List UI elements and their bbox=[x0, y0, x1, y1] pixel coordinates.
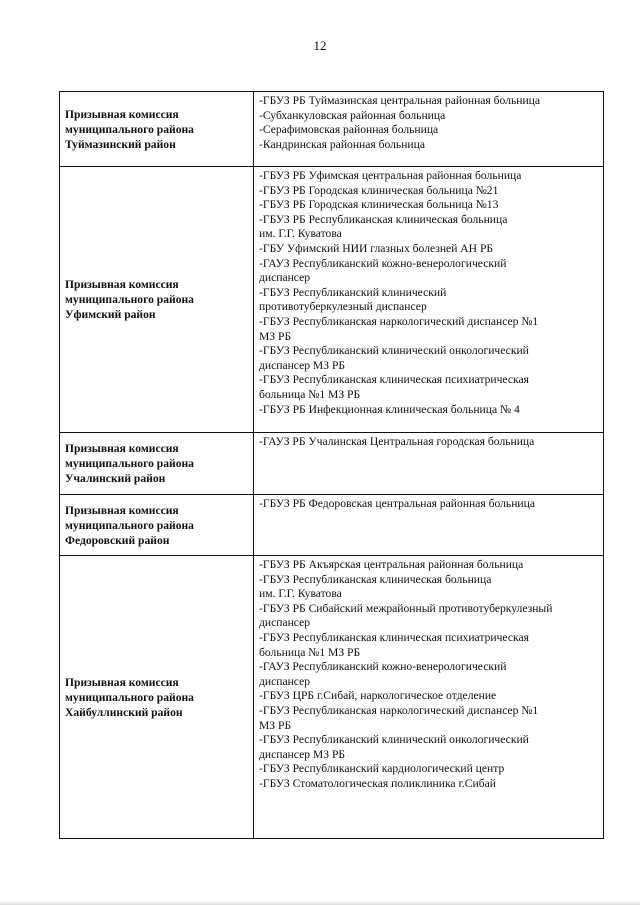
commission-name bbox=[60, 675, 253, 720]
hospital-cell bbox=[254, 495, 604, 556]
hospital-item: -Субханкуловская районная больница bbox=[259, 108, 446, 122]
hospital-item: -ГБУЗ Республиканский кардиологический центр bbox=[259, 762, 505, 776]
hospital-item: -ГБУЗ Стоматологическая поликлиника г.Сибай bbox=[259, 776, 496, 790]
hospital-item: -ГБУЗ Республиканский клинический bbox=[259, 285, 447, 299]
commission-name bbox=[60, 277, 253, 322]
hospital-item: им. Г.Г. Куватова bbox=[259, 227, 342, 241]
hospital-item: -Кандринская районная больница bbox=[259, 137, 425, 151]
hospital-item: -Серафимовская районная больница bbox=[259, 123, 439, 137]
hospital-item: диспансер МЗ РБ bbox=[259, 358, 346, 372]
commission-line: Призывная комиссия bbox=[65, 107, 179, 121]
hospital-item: -ГБУЗ ЦРБ г.Сибай, наркологическое отделение bbox=[259, 689, 497, 703]
hospital-item: -ГАУЗ Республиканский кожно-венерологический bbox=[259, 256, 507, 270]
hospital-item: диспансер bbox=[259, 271, 311, 285]
commission-line: муниципального района bbox=[65, 122, 194, 136]
hospital-cell bbox=[254, 433, 604, 495]
hospital-item: -ГБУЗ РБ Туймазинская центральная районная больница bbox=[259, 94, 541, 107]
commission-line: Призывная комиссия bbox=[65, 675, 179, 689]
commission-line: Уфимский район bbox=[65, 308, 156, 321]
commission-line: муниципального района bbox=[65, 518, 194, 532]
commission-table bbox=[59, 91, 604, 839]
commission-cell bbox=[60, 556, 254, 839]
commission-line: муниципального района bbox=[65, 690, 194, 704]
commission-name bbox=[60, 503, 253, 548]
hospital-list bbox=[254, 92, 603, 156]
hospital-cell bbox=[254, 556, 604, 839]
commission-line: Хайбуллинский район bbox=[65, 705, 183, 719]
hospital-item: -ГБУЗ РБ Городская клиническая больница №21 bbox=[259, 183, 499, 197]
commission-line: Призывная комиссия bbox=[65, 278, 179, 291]
hospital-list bbox=[254, 495, 603, 516]
hospital-item: им. Г.Г. Куватова bbox=[259, 587, 342, 601]
commission-line: муниципального района bbox=[65, 457, 194, 470]
commission-cell bbox=[60, 495, 254, 556]
commission-cell bbox=[60, 92, 254, 167]
commission-line: муниципального района bbox=[65, 293, 194, 306]
hospital-item: диспансер bbox=[259, 674, 311, 688]
hospital-item: -ГБУЗ РБ Инфекционная клиническая больница № 4 bbox=[259, 402, 520, 416]
commission-line: Учалинский район bbox=[65, 472, 166, 485]
commission-line: Федоровский район bbox=[65, 533, 170, 547]
hospital-item: -ГБУЗ Республиканская наркологический диспансер №1 bbox=[259, 703, 539, 717]
hospital-item: -ГБУЗ РБ Республиканская клиническая больница bbox=[259, 212, 508, 226]
commission-cell bbox=[60, 433, 254, 495]
hospital-item: -ГБУЗ Республиканская клиническая психиатрическая bbox=[259, 373, 529, 387]
hospital-item: -ГБУ Уфимский НИИ глазных болезней АН РБ bbox=[259, 241, 494, 255]
hospital-item: -ГБУЗ Республиканская клиническая больница bbox=[259, 572, 492, 586]
hospital-list bbox=[254, 167, 603, 421]
table-row bbox=[60, 433, 604, 495]
page-number: 12 bbox=[313, 38, 327, 53]
hospital-item: больница №1 МЗ РБ bbox=[259, 645, 361, 659]
hospital-item: диспансер МЗ РБ bbox=[259, 747, 346, 761]
hospital-item: -ГБУЗ РБ Федоровская центральная районная больница bbox=[259, 497, 535, 510]
hospital-item: -ГБУЗ Республиканская наркологический диспансер №1 bbox=[259, 314, 539, 328]
hospital-item: -ГБУЗ РБ Сибайский межрайонный противотуберкулезный bbox=[259, 601, 553, 615]
hospital-item: -ГБУЗ Республиканская клиническая психиатрическая bbox=[259, 630, 529, 644]
hospital-item: -ГБУЗ РБ Уфимская центральная районная больница bbox=[259, 169, 522, 182]
hospital-item: больница №1 МЗ РБ bbox=[259, 387, 361, 401]
hospital-item: МЗ РБ bbox=[259, 718, 292, 732]
commission-cell bbox=[60, 167, 254, 433]
hospital-cell bbox=[254, 92, 604, 167]
table-row bbox=[60, 495, 604, 556]
hospital-item: диспансер bbox=[259, 616, 311, 630]
hospital-item: противотуберкулезный диспансер bbox=[259, 300, 427, 314]
commission-line: Туймазинский район bbox=[65, 137, 176, 151]
commission-line: Призывная комиссия bbox=[65, 442, 179, 455]
hospital-list bbox=[254, 556, 603, 796]
table-row bbox=[60, 167, 604, 433]
hospital-item: -ГБУЗ РБ Акъярская центральная районная больница bbox=[259, 558, 524, 571]
hospital-item: -ГАУЗ РБ Учалинская Центральная городская больница bbox=[259, 435, 535, 448]
hospital-item: МЗ РБ bbox=[259, 329, 292, 343]
hospital-item: -ГБУЗ РБ Городская клиническая больница №13 bbox=[259, 198, 499, 212]
table-row bbox=[60, 92, 604, 167]
scan-edge bbox=[0, 901, 640, 905]
hospital-item: -ГБУЗ Республиканский клинический онкологический bbox=[259, 344, 529, 358]
hospital-cell bbox=[254, 167, 604, 433]
commission-line: Призывная комиссия bbox=[65, 503, 179, 517]
hospital-item: -ГБУЗ Республиканский клинический онкологический bbox=[259, 733, 529, 747]
table-row bbox=[60, 556, 604, 839]
commission-name bbox=[60, 441, 253, 486]
hospital-list bbox=[254, 433, 603, 454]
hospital-item: -ГАУЗ Республиканский кожно-венерологический bbox=[259, 660, 507, 674]
commission-name bbox=[60, 107, 253, 152]
